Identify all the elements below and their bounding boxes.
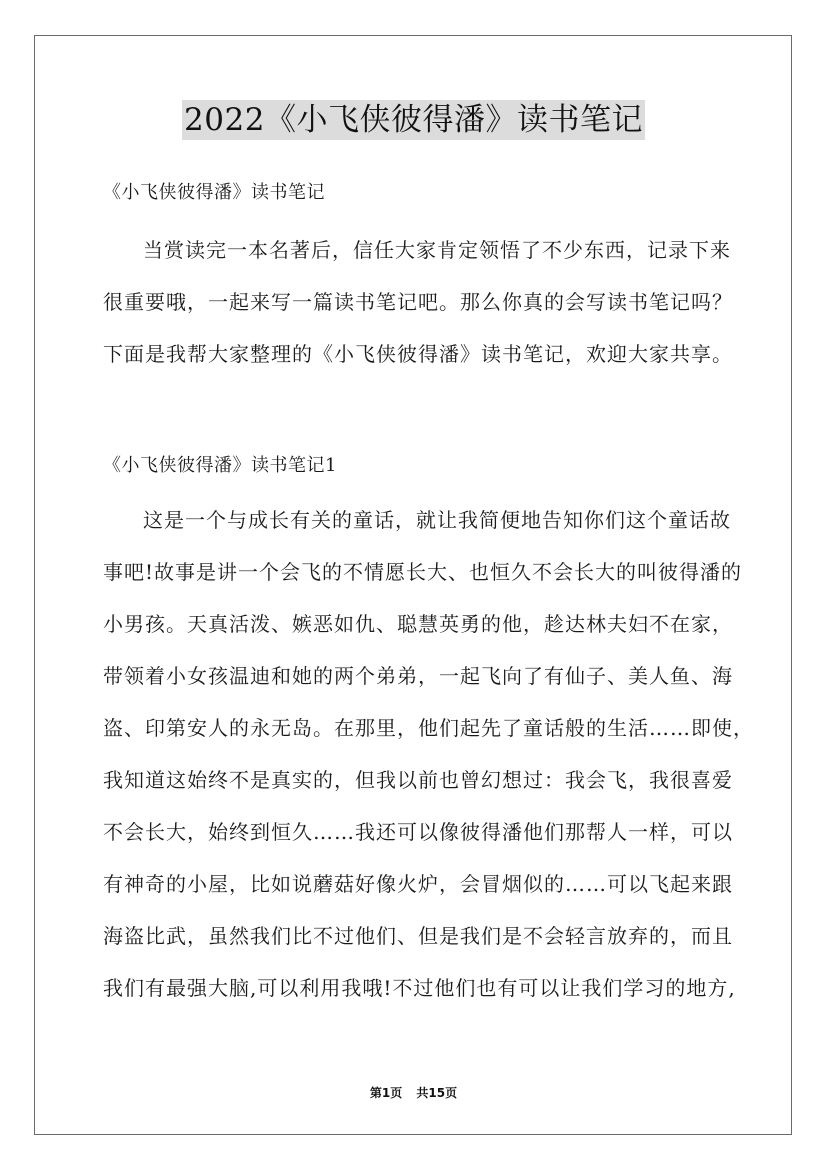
story-line: 事吧!故事是讲一个会飞的不情愿长大、也恒久不会长大的叫彼得潘的 [103,560,743,584]
document-subtitle: 《小飞侠彼得潘》读书笔记 [103,182,325,203]
page-number-total: 共15页 [416,1086,458,1100]
story-line: 我知道这始终不是真实的，但我以前也曾幻想过：我会飞，我很喜爱 [103,768,733,792]
intro-line: 当赏读完一本名著后，信任大家肯定领悟了不少东西，记录下来 [143,238,731,262]
story-line: 有神奇的小屋，比如说蘑菇好像火炉，会冒烟似的……可以飞起来跟 [103,872,733,896]
section-heading: 《小飞侠彼得潘》读书笔记1 [103,455,337,476]
story-line: 我们有最强大脑,可以利用我哦!不过他们也有可以让我们学习的地方, [103,976,736,1000]
story-line: 海盗比武，虽然我们比不过他们、但是我们是不会轻言放弃的，而且 [103,924,733,948]
story-line: 不会长大，始终到恒久……我还可以像彼得潘他们那帮人一样，可以 [103,820,733,844]
page-number-current: 第1页 [369,1086,403,1100]
story-paragraph [103,506,754,1026]
story-line: 盗、印第安人的永无岛。在那里，他们起先了童话般的生活……即使， [103,716,754,740]
story-line: 这是一个与成长有关的童话，就让我简便地告知你们这个童话故 [143,508,731,532]
intro-line: 很重要哦，一起来写一篇读书笔记吧。那么你真的会写读书笔记吗？ [103,290,733,314]
page-footer [0,1085,827,1101]
intro-paragraph [103,236,743,392]
story-line: 带领着小女孩温迪和她的两个弟弟，一起飞向了有仙子、美人鱼、海 [103,664,733,688]
title-container [0,100,827,140]
document-title: 2022《小飞侠彼得潘》读书笔记 [184,102,643,138]
intro-line: 下面是我帮大家整理的《小飞侠彼得潘》读书笔记，欢迎大家共享。 [103,342,733,366]
story-line: 小男孩。天真活泼、嫉恶如仇、聪慧英勇的他，趁达林夫妇不在家， [103,612,733,636]
